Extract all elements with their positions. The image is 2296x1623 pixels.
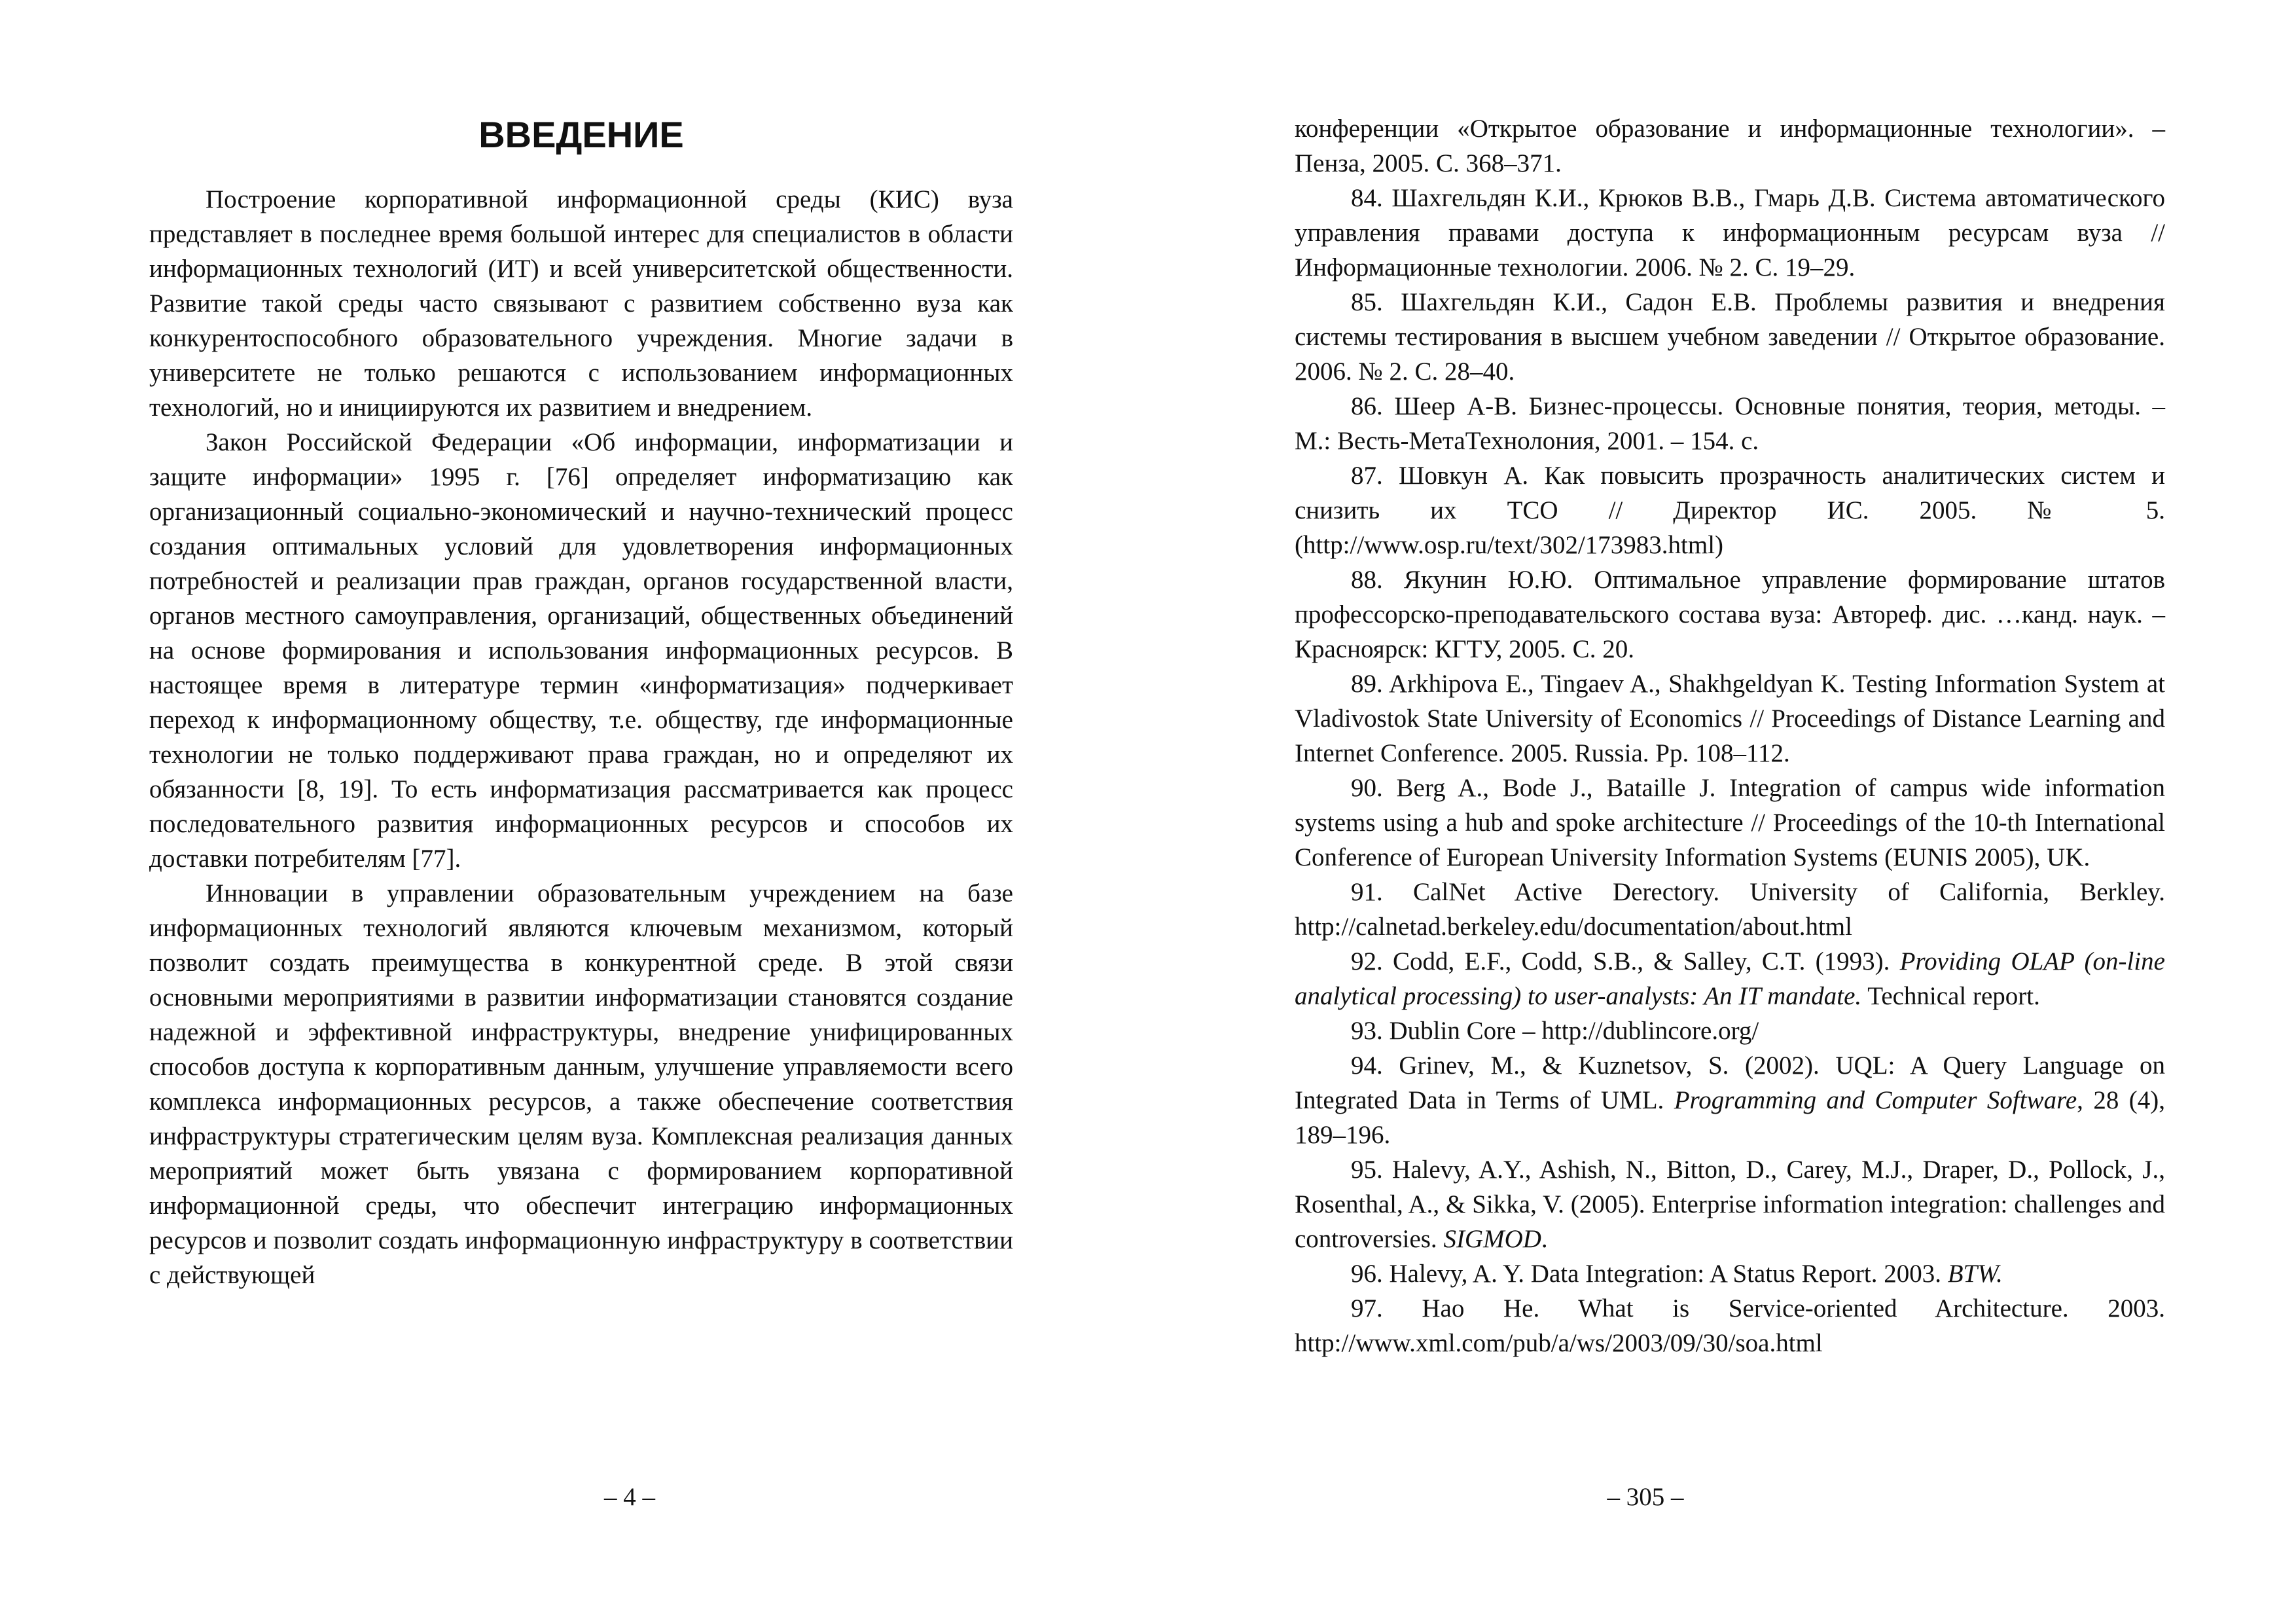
reference-item	[1295, 1048, 2165, 1152]
reference-text: .	[1541, 1225, 1548, 1253]
reference-text: 96. Halevy, A. Y. Data Integration: A Status Report. 2003.	[1351, 1260, 1948, 1288]
reference-item: 87. Шовкун А. Как повысить прозрачность аналитических систем и снизить их TCO // Директор ИС. 2005. № 5. (http://www.osp.ru/text/302/173983.html)	[1295, 462, 2165, 559]
reference-title: Providing OLAP (on-line analytical processing) to user-analysts: An IT mandate.	[1295, 947, 2165, 1010]
page-heading: ВВЕДЕНИЕ	[478, 114, 684, 155]
reference-text: , 28 (4), 189–196.	[1295, 1086, 2165, 1149]
reference-continuation: конференции «Открытое образование и информационные технологии». – Пенза, 2005. С. 368–371.	[1295, 115, 2165, 177]
reference-text: 92. Codd, E.F., Codd, S.B., & Salley, C.T. (1993).	[1351, 947, 1900, 976]
reference-item: 97. Hao He. What is Service-oriented Architecture. 2003. http://www.xml.com/pub/a/ws/2003/09/30/soa.html	[1295, 1294, 2165, 1357]
paragraph: Инновации в управлении образовательным учреждением на базе информационных технологий являются ключевым механизмом, который позволит создать преимущества в конкурентной среде. В этой связи основными мероприятиями в развитии информатизации становятся создание надежной и эффективной инфраструктуры, внедрение унифицированных способов доступа к корпоративным данным, улучшение управляемости всего комплекса информационных ресурсов, а также обеспечение соответствия инфраструктуры стратегическим целям вуза. Комплексная реализация данных мероприятий может быть увязана с формированием корпоративной информационной среды, что обеспечит интеграцию информационных ресурсов и позволит создать информационную инфраструктуру в соответствии с действующей	[149, 879, 1013, 1289]
reference-item: 86. Шеер А-В. Бизнес-процессы. Основные понятия, теория, методы. – М.: Весть-МетаТехнолония, 2001. – 154. с.	[1295, 392, 2165, 455]
reference-item: 85. Шахгельдян К.И., Садон Е.В. Проблемы развития и внедрения системы тестирования в высшем учебном заведении // Открытое образование. 2006. № 2. С. 28–40.	[1295, 288, 2165, 386]
reference-item: 91. CalNet Active Derectory. University of California, Berkley. http://calnetad.berkeley.edu/documentation/about.html	[1295, 878, 2165, 941]
page-number: – 4 –	[604, 1483, 655, 1511]
right-page	[1148, 0, 2296, 1623]
paragraph: Закон Российской Федерации «Об информации, информатизации и защите информации» 1995 г. [76] определяет информатизацию как организационный социально-экономический и научно-технический процесс создания оптимальных условий для удовлетворения информационных потребностей и реализации прав граждан, органов государственной власти, органов местного самоуправления, организаций, общественных объединений на основе формирования и использования информационных ресурсов. В настоящее время в литературе термин «информатизация» подчеркивает переход к информационному обществу, т.е. обществу, где информационные технологии не только поддерживают права граждан, но и определяют их обязанности [8, 19]. То есть информатизация рассматривается как процесс последовательного развития информационных ресурсов и способов их доставки потребителям [77].	[149, 428, 1013, 873]
reference-item: 89. Arkhipova E., Tingaev A., Shakhgeldyan K. Testing Information System at Vladivostok State University of Economics // Proceedings of Distance Learning and Internet Conference. 2005. Russia. Pp. 108–112.	[1295, 670, 2165, 767]
reference-item: 93. Dublin Core – http://dublincore.org/	[1351, 1017, 1759, 1045]
reference-text: 94. Grinev, M., & Kuznetsov, S. (2002). UQL: A Query Language on Integrated Data in Terms of UML.	[1295, 1051, 2165, 1114]
paragraph: Построение корпоративной информационной среды (КИС) вуза представляет в последнее время большой интерес для специалистов в области информационных технологий (ИТ) и всей университетской общественности. Развитие такой среды часто связывают с развитием собственно вуза как конкурентоспособного образовательного учреждения. Многие задачи в университете не только решаются с использованием информационных технологий, но и инициируются их развитием и внедрением.	[149, 185, 1013, 422]
reference-item	[1295, 944, 2165, 1013]
reference-item	[1295, 1152, 2165, 1256]
reference-item: 84. Шахгельдян К.И., Крюков В.В., Гмарь Д.В. Система автоматического управления правами доступа к информационным ресурсам вуза // Информационные технологии. 2006. № 2. С. 19–29.	[1295, 184, 2165, 282]
reference-item: 88. Якунин Ю.Ю. Оптимальное управление формирование штатов профессорско-преподавательского состава вуза: Автореф. дис. …канд. наук. – Красноярск: КГТУ, 2005. С. 20.	[1295, 566, 2165, 663]
reference-list	[1295, 111, 2165, 1360]
page-number: – 305 –	[1607, 1483, 1684, 1511]
reference-item	[1295, 1256, 2165, 1291]
reference-text: 95. Halevy, A.Y., Ashish, N., Bitton, D., Carey, M.J., Draper, D., Pollock, J., Rosenthal, A., & Sikka, V. (2005). Enterprise information integration: challenges and controversies.	[1295, 1156, 2165, 1253]
reference-item: 90. Berg A., Bode J., Bataille J. Integration of campus wide information systems using a hub and spoke architecture // Proceedings of the 10-th International Conference of European University Information Systems (EUNIS 2005), UK.	[1295, 774, 2165, 871]
reference-title: Programming and Computer Software	[1674, 1086, 2077, 1114]
body-text	[149, 182, 1013, 1292]
reference-title: SIGMOD	[1443, 1225, 1541, 1253]
reference-title: BTW.	[1947, 1260, 2003, 1288]
reference-text: Technical report.	[1861, 982, 2040, 1010]
